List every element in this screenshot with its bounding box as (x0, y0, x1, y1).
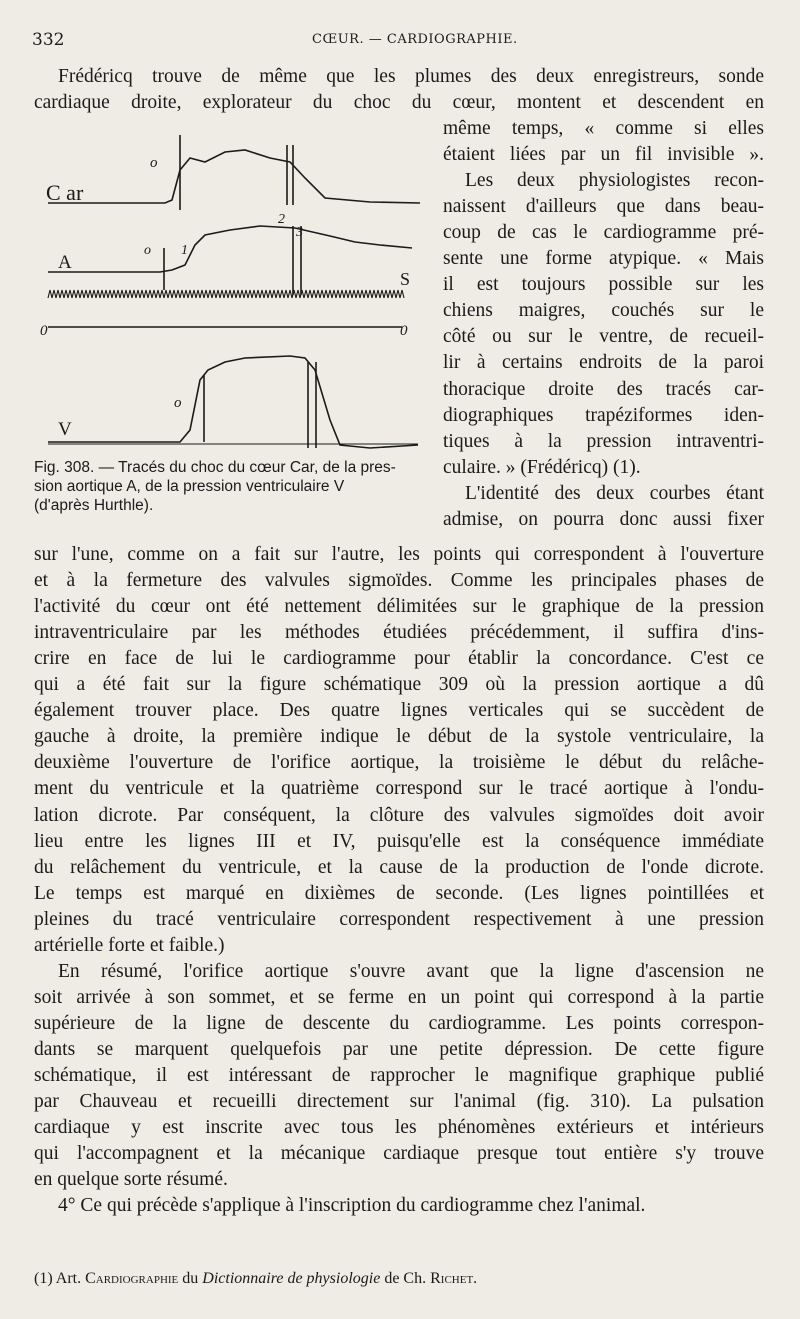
label-car-o: o (150, 155, 158, 171)
caption-line: Fig. 308. — Tracés du choc du cœur Car, de la pres- (34, 459, 396, 476)
text-line-content: intraventriculaire par les méthodes étudiées précédemment, il suffira d'ins- (34, 622, 764, 644)
text-line-content: deuxième l'ouverture de l'orifice aortique, la troisième le début du relâche- (34, 752, 764, 774)
text-line-content: sente une forme atypique. « Mais (443, 248, 764, 270)
text-line (0, 933, 800, 959)
text-line-content: supérieure de la ligne de descente du cardiogramme. Les points correspon- (34, 1012, 764, 1034)
text-line (0, 672, 800, 698)
label-car: C ar (46, 180, 84, 205)
label-a-3: 3 (296, 225, 303, 240)
time-wave (48, 290, 404, 298)
text-line-content: gauche à droite, la première indique le début de la systole ventriculaire, la (34, 726, 764, 748)
footnote-article: Cardiographie (85, 1270, 179, 1287)
label-v-o: o (174, 395, 182, 411)
text-line-content: Les deux physiologistes recon- (465, 170, 764, 192)
text-line-content: lieu entre les lignes III et IV, puisqu'elle est la conséquence immédiate (34, 830, 764, 852)
text-line (0, 724, 800, 750)
label-zero-right: 0 (400, 323, 408, 339)
text-line-content: étaient liées par un fil invisible ». (443, 144, 764, 166)
text-line (0, 1063, 800, 1089)
aortic-trace (48, 226, 412, 272)
text-line-content: qui a été fait sur la figure schématique 309 où la pression aortique a dû (34, 674, 764, 696)
text-line-content: par Chauveau et recueilli directement sur l'animal (fig. 310). La pulsation (34, 1091, 764, 1113)
text-line-content: Le temps est marqué en dixièmes de seconde. (Les lignes pointillées et (34, 882, 764, 904)
text-line-content: lir à certains endroits de la paroi (443, 352, 764, 374)
caption-line: sion aortique A, de la pression ventriculaire V (34, 478, 345, 495)
text-line-content: naissent d'ailleurs que dans beau- (443, 196, 764, 218)
text-line-content: admise, on pourra donc aussi fixer (443, 508, 764, 530)
text-line (0, 855, 800, 881)
ventricular-trace (48, 356, 418, 448)
text-line-content: culaire. » (Frédéricq) (1). (443, 456, 641, 478)
text-line (0, 959, 800, 985)
page-number: 332 (32, 30, 65, 50)
text-line-content: diographiques trapéziformes iden- (443, 404, 764, 426)
text-line-content: cardiaque droite, explorateur du choc du cœur, montent et descendent en (34, 92, 764, 113)
text-line (0, 1037, 800, 1063)
text-line-content: pleines du tracé ventriculaire correspondent respectivement à une pression (34, 908, 764, 930)
label-a: A (58, 252, 72, 273)
label-v: V (58, 419, 72, 440)
footnote-title: Dictionnaire de physiologie (202, 1270, 381, 1287)
label-zero-left: 0 (40, 323, 48, 339)
text-line (0, 698, 800, 724)
text-line (0, 776, 800, 802)
text-line (0, 90, 800, 116)
label-s: S (400, 269, 411, 289)
text-line-content: il est toujours possible sur les (443, 274, 764, 296)
text-line-content: également trouver place. Des quatre lignes verticales qui se succèdent de (34, 700, 764, 722)
text-line (0, 1141, 800, 1167)
text-line (0, 1167, 800, 1193)
footnote-text: du (178, 1270, 203, 1287)
text-line-content: chiens maigres, couchés sur le (443, 300, 764, 322)
text-line-content: du relâchement du ventricule, et la cause de la production de l'onde dicrote. (34, 856, 764, 878)
text-line-content: en quelque sorte résumé. (34, 1169, 228, 1191)
footnote-text: de Ch. (380, 1270, 431, 1287)
text-line-content: l'activité du cœur ont été nettement délimitées sur le graphique de la pression (34, 596, 764, 618)
text-line (0, 568, 800, 594)
text-line (0, 803, 800, 829)
text-line (0, 750, 800, 776)
text-line-content: ment du ventricule et la quatrième correspond sur le tracé aortique à l'ondu- (34, 778, 764, 800)
footnote-author: Richet. (430, 1270, 478, 1287)
label-a-o: o (144, 243, 151, 258)
text-line-content: sur l'une, comme on a fait sur l'autre, les points qui correspondent à l'ouverture (34, 544, 764, 565)
text-line-content: 4° Ce qui précède s'applique à l'inscription du cardiogramme chez l'animal. (58, 1195, 646, 1217)
text-line-content: lation dicrote. Par conséquent, la clôture des valvules sigmoïdes doit avoir (34, 804, 764, 826)
text-line (0, 64, 800, 90)
text-line (0, 1011, 800, 1037)
text-line (0, 1115, 800, 1141)
footnote (34, 1270, 764, 1288)
text-line-content: coup de cas le cardiogramme pré- (443, 222, 764, 244)
label-a-1: 1 (181, 243, 188, 258)
text-line-content: schématique, il est intéressant de rapprocher le magnifique graphique publié (34, 1065, 764, 1086)
text-line (0, 620, 800, 646)
text-line-content: qui l'accompagnent et la mécanique cardiaque presque tout entière s'y trouve (34, 1143, 764, 1165)
text-line (0, 646, 800, 672)
text-line-content: artérielle forte et faible.) (34, 934, 225, 956)
text-line (0, 985, 800, 1011)
page-header (30, 30, 770, 54)
text-line (0, 1193, 800, 1219)
text-line-content: Frédéricq trouve de même que les plumes des deux enregistreurs, sonde (58, 66, 764, 87)
label-a-2: 2 (278, 212, 285, 227)
text-line-content: L'identité des deux courbes étant (465, 482, 764, 504)
text-line (0, 881, 800, 907)
cardiograph-figure (40, 130, 430, 460)
text-line (0, 1089, 800, 1115)
car-trace (48, 150, 420, 203)
text-line-content: crire en face de lui le cardiogramme pour établir la concordance. C'est ce (34, 648, 764, 670)
text-line-content: côté ou sur le ventre, de recueil- (443, 326, 764, 348)
text-line (0, 542, 800, 568)
figure-caption (34, 458, 430, 515)
text-line (0, 907, 800, 933)
text-line-content: cardiaque y est inscrite avec tous les phénomènes extérieurs et intérieurs (34, 1117, 764, 1139)
text-line-content: thoracique droite des tracés car- (443, 378, 764, 400)
text-line-content: soit arrivée à son sommet, et se ferme en un point qui correspond à la partie (34, 986, 764, 1008)
caption-line: (d'après Hurthle). (34, 497, 154, 514)
text-line (0, 829, 800, 855)
text-line-content: et à la fermeture des valvules sigmoïdes. Comme les principales phases de (34, 570, 764, 592)
text-line (0, 594, 800, 620)
text-line-content: dants se marquent quelquefois par une petite dépression. De cette figure (34, 1038, 764, 1060)
text-line-content: En résumé, l'orifice aortique s'ouvre avant que la ligne d'ascension ne (58, 960, 764, 982)
running-title: CŒUR. — CARDIOGRAPHIE. (312, 32, 518, 47)
text-line-content: tiques à la pression intraventri- (443, 430, 764, 452)
footnote-num: (1) Art. (34, 1270, 82, 1287)
text-line-content: même temps, « comme si elles (443, 118, 764, 139)
